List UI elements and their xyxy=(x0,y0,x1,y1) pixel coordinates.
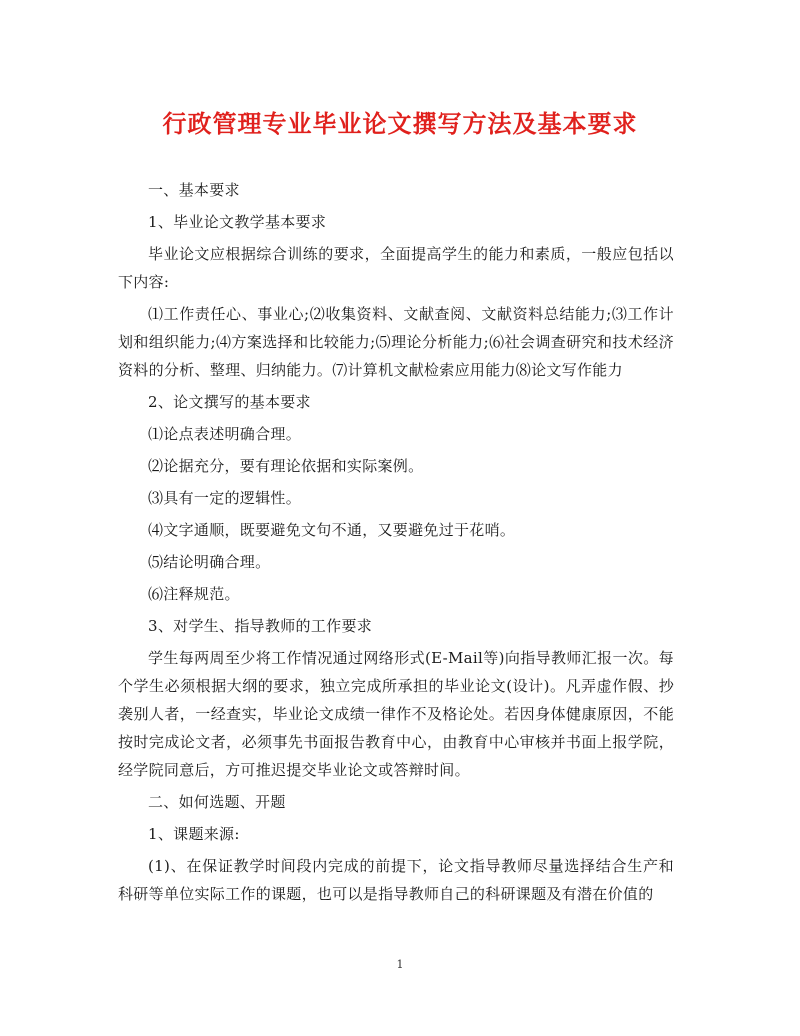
list-item: ⑵论据充分，要有理论依据和实际案例。 xyxy=(148,457,424,475)
section-heading: 二、如何选题、开题 xyxy=(148,793,286,811)
list-item: ⑷文字通顺，既要避免文句不通，又要避免过于花哨。 xyxy=(148,521,516,539)
document-title: 行政管理专业毕业论文撰写方法及基本要求 xyxy=(162,109,638,138)
list-item: ⑹注释规范。 xyxy=(148,585,240,603)
subsection-heading: 1、毕业论文教学基本要求 xyxy=(148,213,327,231)
page-number: 1 xyxy=(396,958,404,971)
body-paragraph: 学生每两周至少将工作情况通过网络形式(E-Mail等)向指导教师汇报一次。每个学生必须根据大纲的要求，独立完成所承担的毕业论文(设计)。凡弄虚作假、抄袭别人者，一经查实，毕业论文成绩一律作不及格论处。若因身体健康原因，不能按时完成论文者，必须事先书面报告教育中心，由教育中心审核并书面上报学院，经学院同意后，方可推迟提交毕业论文或答辩时间。 xyxy=(118,649,674,779)
subsection-heading: 1、课题来源: xyxy=(148,825,240,843)
body-paragraph: 毕业论文应根据综合训练的要求，全面提高学生的能力和素质，一般应包括以下内容: xyxy=(118,245,674,291)
body-paragraph: ⑴工作责任心、事业心;⑵收集资料、文献查阅、文献资料总结能力;⑶工作计划和组织能力;⑷方案选择和比较能力;⑸理论分析能力;⑹社会调查研究和技术经济资料的分析、整理、归纳能力。⑺计算机文献检索应用能力⑻论文写作能力 xyxy=(118,305,674,379)
list-item: ⑸结论明确合理。 xyxy=(148,553,271,571)
list-item: ⑴论点表述明确合理。 xyxy=(148,425,302,443)
subsection-heading: 2、论文撰写的基本要求 xyxy=(148,393,311,411)
document-body xyxy=(118,176,674,912)
section-heading: 一、基本要求 xyxy=(148,181,240,199)
body-paragraph: (1)、在保证教学时间段内完成的前提下，论文指导教师尽量选择结合生产和科研等单位实际工作的课题，也可以是指导教师自己的科研课题及有潜在价值的 xyxy=(118,857,674,903)
list-item: ⑶具有一定的逻辑性。 xyxy=(148,489,302,507)
subsection-heading: 3、对学生、指导教师的工作要求 xyxy=(148,617,373,635)
